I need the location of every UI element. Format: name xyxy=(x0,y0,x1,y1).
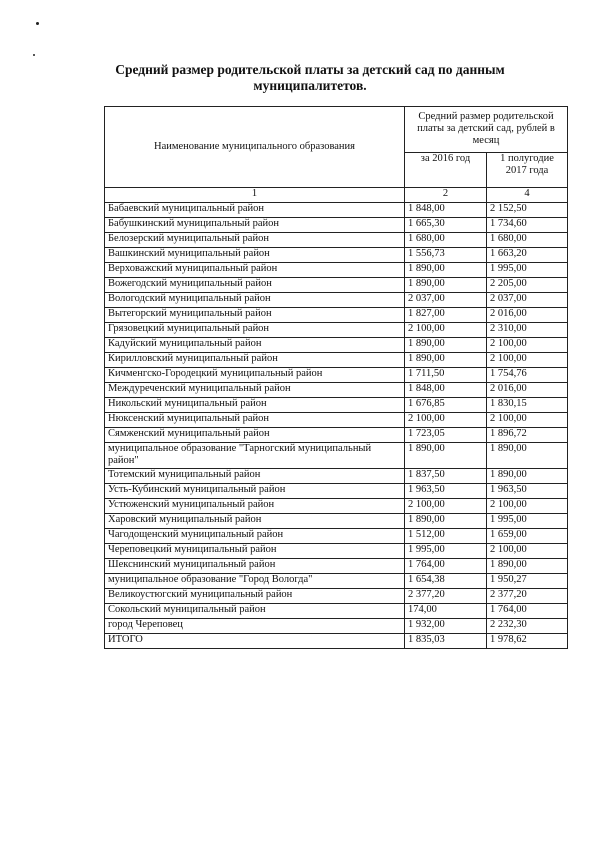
municipality-name: муниципальное образование "Город Вологда" xyxy=(105,574,405,589)
fee-2017: 1 734,60 xyxy=(487,218,568,233)
fee-2017: 2 100,00 xyxy=(487,413,568,428)
fee-2016: 1 963,50 xyxy=(405,484,487,499)
fee-2017: 2 152,50 xyxy=(487,203,568,218)
fee-2017: 2 205,00 xyxy=(487,278,568,293)
municipality-name: Вологодский муниципальный район xyxy=(105,293,405,308)
municipality-name: ИТОГО xyxy=(105,634,405,649)
municipality-name: Сокольский муниципальный район xyxy=(105,604,405,619)
header-fee-group: Средний размер родительской платы за детский сад, рублей в месяц xyxy=(405,107,568,153)
fee-2016: 1 835,03 xyxy=(405,634,487,649)
fee-2017: 2 377,20 xyxy=(487,589,568,604)
fee-2016: 1 654,38 xyxy=(405,574,487,589)
municipality-name: Бабушкинский муниципальный район xyxy=(105,218,405,233)
table-row xyxy=(105,248,568,263)
scan-speck xyxy=(36,22,39,25)
fee-2016: 1 890,00 xyxy=(405,443,487,469)
fee-2017: 1 890,00 xyxy=(487,559,568,574)
fee-2016: 1 556,73 xyxy=(405,248,487,263)
table-row xyxy=(105,589,568,604)
fee-2016: 1 711,50 xyxy=(405,368,487,383)
column-number: 1 xyxy=(105,188,405,203)
fee-2017: 1 995,00 xyxy=(487,263,568,278)
fee-2016: 174,00 xyxy=(405,604,487,619)
table-row xyxy=(105,604,568,619)
table-row xyxy=(105,383,568,398)
municipality-name: Кирилловский муниципальный район xyxy=(105,353,405,368)
fee-2016: 2 100,00 xyxy=(405,323,487,338)
table-row xyxy=(105,443,568,469)
fee-2017: 1 663,20 xyxy=(487,248,568,263)
fee-2016: 1 676,85 xyxy=(405,398,487,413)
table-row xyxy=(105,413,568,428)
fee-2017: 1 963,50 xyxy=(487,484,568,499)
fee-2017: 2 037,00 xyxy=(487,293,568,308)
municipality-name: Череповецкий муниципальный район xyxy=(105,544,405,559)
municipality-name: город Череповец xyxy=(105,619,405,634)
municipality-name: Великоустюгский муниципальный район xyxy=(105,589,405,604)
table-row xyxy=(105,499,568,514)
header-2016: за 2016 год xyxy=(405,152,487,187)
municipality-name: Никольский муниципальный район xyxy=(105,398,405,413)
table-row xyxy=(105,338,568,353)
fee-2017: 1 764,00 xyxy=(487,604,568,619)
fee-2017: 1 680,00 xyxy=(487,233,568,248)
table-row xyxy=(105,323,568,338)
table-row xyxy=(105,514,568,529)
municipality-name: Нюксенский муниципальный район xyxy=(105,413,405,428)
fee-table xyxy=(104,106,568,649)
table-row xyxy=(105,559,568,574)
table-row xyxy=(105,293,568,308)
fee-2016: 1 723,05 xyxy=(405,428,487,443)
fee-2016: 2 037,00 xyxy=(405,293,487,308)
municipality-name: Верховажский муниципальный район xyxy=(105,263,405,278)
municipality-name: Сямженский муниципальный район xyxy=(105,428,405,443)
table-row xyxy=(105,529,568,544)
fee-2016: 1 837,50 xyxy=(405,469,487,484)
fee-2017: 1 830,15 xyxy=(487,398,568,413)
fee-2016: 1 827,00 xyxy=(405,308,487,323)
table-row xyxy=(105,634,568,649)
table-row xyxy=(105,233,568,248)
fee-2016: 1 890,00 xyxy=(405,514,487,529)
table-row xyxy=(105,368,568,383)
municipality-name: Усть-Кубинский муниципальный район xyxy=(105,484,405,499)
fee-2016: 1 890,00 xyxy=(405,278,487,293)
document-title: Средний размер родительской платы за детский сад по данным муниципалитетов. xyxy=(115,62,505,93)
table-row xyxy=(105,574,568,589)
fee-2016: 1 512,00 xyxy=(405,529,487,544)
fee-2016: 1 890,00 xyxy=(405,263,487,278)
table-row xyxy=(105,398,568,413)
municipality-name: Харовский муниципальный район xyxy=(105,514,405,529)
fee-2016: 1 848,00 xyxy=(405,203,487,218)
scan-speck xyxy=(33,54,35,56)
fee-2017: 2 100,00 xyxy=(487,338,568,353)
fee-2017: 2 016,00 xyxy=(487,308,568,323)
municipality-name: Вытегорский муниципальный район xyxy=(105,308,405,323)
fee-2017: 1 995,00 xyxy=(487,514,568,529)
municipality-name: Вожегодский муниципальный район xyxy=(105,278,405,293)
table-row xyxy=(105,203,568,218)
column-number: 2 xyxy=(405,188,487,203)
fee-2017: 2 100,00 xyxy=(487,353,568,368)
municipality-name: Устюженский муниципальный район xyxy=(105,499,405,514)
municipality-name: Тотемский муниципальный район xyxy=(105,469,405,484)
table-row xyxy=(105,469,568,484)
table-row xyxy=(105,278,568,293)
table-row xyxy=(105,544,568,559)
fee-2016: 1 665,30 xyxy=(405,218,487,233)
municipality-name: муниципальное образование "Тарногский муниципальный район" xyxy=(105,443,405,469)
table-row xyxy=(105,484,568,499)
fee-2016: 1 764,00 xyxy=(405,559,487,574)
column-number: 4 xyxy=(487,188,568,203)
table-row xyxy=(105,428,568,443)
fee-2017: 2 232,30 xyxy=(487,619,568,634)
fee-2017: 2 100,00 xyxy=(487,544,568,559)
municipality-name: Шекснинский муниципальный район xyxy=(105,559,405,574)
header-municipality: Наименование муниципального образования xyxy=(105,107,405,188)
municipality-name: Грязовецкий муниципальный район xyxy=(105,323,405,338)
table-row xyxy=(105,218,568,233)
municipality-name: Вашкинский муниципальный район xyxy=(105,248,405,263)
fee-2017: 2 100,00 xyxy=(487,499,568,514)
fee-2017: 2 016,00 xyxy=(487,383,568,398)
fee-2017: 1 890,00 xyxy=(487,443,568,469)
municipality-name: Междуреченский муниципальный район xyxy=(105,383,405,398)
municipality-name: Белозерский муниципальный район xyxy=(105,233,405,248)
municipality-name: Кадуйский муниципальный район xyxy=(105,338,405,353)
fee-2016: 1 680,00 xyxy=(405,233,487,248)
table-row xyxy=(105,619,568,634)
fee-2017: 1 659,00 xyxy=(487,529,568,544)
fee-2017: 1 978,62 xyxy=(487,634,568,649)
fee-2017: 1 754,76 xyxy=(487,368,568,383)
fee-2016: 1 890,00 xyxy=(405,338,487,353)
municipality-name: Чагодощенский муниципальный район xyxy=(105,529,405,544)
fee-2016: 2 100,00 xyxy=(405,413,487,428)
municipality-name: Бабаевский муниципальный район xyxy=(105,203,405,218)
fee-2016: 1 848,00 xyxy=(405,383,487,398)
header-2017: 1 полугодие 2017 года xyxy=(487,152,568,187)
table-row xyxy=(105,353,568,368)
fee-2016: 1 890,00 xyxy=(405,353,487,368)
fee-2016: 2 377,20 xyxy=(405,589,487,604)
fee-2017: 2 310,00 xyxy=(487,323,568,338)
fee-2017: 1 896,72 xyxy=(487,428,568,443)
municipality-name: Кичменгско-Городецкий муниципальный район xyxy=(105,368,405,383)
fee-2016: 1 995,00 xyxy=(405,544,487,559)
table-row xyxy=(105,263,568,278)
fee-2016: 2 100,00 xyxy=(405,499,487,514)
table-row xyxy=(105,308,568,323)
fee-2016: 1 932,00 xyxy=(405,619,487,634)
fee-2017: 1 890,00 xyxy=(487,469,568,484)
fee-2017: 1 950,27 xyxy=(487,574,568,589)
